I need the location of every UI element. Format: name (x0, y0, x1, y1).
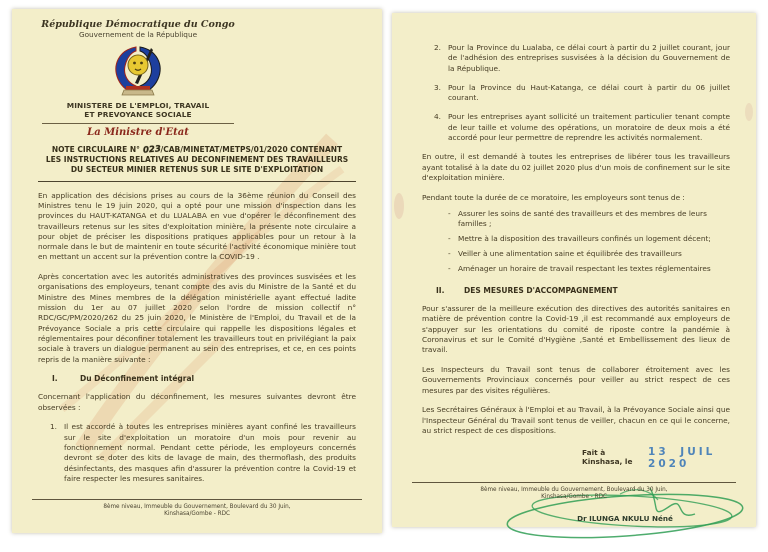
paragraph-liberation: En outre, il est demandé à toutes les entreprises de libérer tous les travailleurs ayant totalisé à la date du 02 juillet 2020 plus d'un mois de confinement sur le site d'exploitation minière. (422, 152, 730, 182)
list-item-4-text: Pour les entreprises ayant sollicité un traitement particulier tenant compte de leur taille et volume des opérations, un moratoire de deux mois a été accordé pour leur permettre de reprendre les activités normalement. (448, 112, 730, 143)
paragraph-measures-intro: Concernant l'application du déconfinement, les mesures suivantes devront être observées : (38, 392, 356, 412)
paragraph-execution: Pour s'assurer de la meilleure exécution des directives des autorités sanitaires en matière de prévention contre la Covid-19 ,il est recommandé aux employeurs de s'appuyer sur les orientations du comité de riposte contre la pandémie à Coronavirus et sur le Comité d'Hygiène ,Santé et Embellissement des lieux de travail. (422, 304, 730, 355)
title-prefix: NOTE CIRCULAIRE N° (51, 145, 143, 154)
header-divider (42, 123, 234, 124)
bullet-marker: - (448, 248, 451, 258)
section-1-numeral: I. (52, 374, 58, 384)
bullet-alimentation: - Veiller à une alimentation saine et équilibrée des travailleurs (448, 248, 682, 258)
paragraph-inspecteurs: Les Inspecteurs du Travail sont tenus de collaborer étroitement avec les Gouvernements Provinciaux concernés pour veiller au strict respect de ces mesures par des visites régulières. (422, 365, 730, 395)
list-item-4 (434, 112, 730, 143)
document-page-2 (392, 13, 756, 527)
handwritten-number: 023 (142, 144, 161, 156)
bullet-marker: - (448, 209, 451, 219)
ministry-name-line1: MINISTERE DE L'EMPLOI, TRAVAIL (66, 101, 210, 110)
list-item-1-text: Il est accordé à toutes les entreprises minières ayant confiné les travailleurs sur le site d'exploitation un moratoire d'un mois pour revenir au fonctionnement normal. Pendant cette période, les employeurs concernés devront se doter des kits de lavage de main, des thermoflash, des produits désinfectants, des masques afin d'assurer la prévention contre la Covid-19 et faire respecter les mesures sanitaires. (64, 422, 356, 483)
footer-address-line2: Kinshasa/Gombe - RDC (541, 493, 607, 500)
section-1-title: Du Déconfinement intégral (80, 374, 195, 384)
list-item-1 (50, 422, 356, 484)
page-1-footer (32, 499, 362, 518)
paragraph-moratoire: Pendant toute la durée de ce moratoire, les employeurs sont tenus de : (422, 192, 685, 202)
list-item-2-number: 2. (434, 43, 442, 52)
document-title (38, 145, 356, 182)
letterhead (38, 19, 238, 138)
ministry-name-line2: ET PREVOYANCE SOCIALE (84, 110, 192, 119)
bullet-horaire: - Aménager un horaire de travail respectant les textes réglementaires (448, 263, 711, 273)
bullet-marker: - (448, 234, 451, 244)
signatory-name: Dr ILUNGA NKULU Néné (577, 514, 673, 524)
coat-of-arms-icon (107, 43, 169, 99)
minister-title-script: La Ministre d'Etat (87, 127, 189, 138)
list-item-1-number: 1. (50, 422, 58, 432)
footer-address-line1: 8ème niveau, Immeuble du Gouvernement, Boulevard du 30 Juin, (480, 486, 668, 493)
government-line: Gouvernement de la République (78, 30, 198, 39)
document-page-1 (12, 9, 382, 533)
paragraph-concertation: Après concertation avec les autorités administratives des provinces susvisées et les organisations des employeurs, tenant compte des avis du Ministre de la Santé et du Ministre des Mines membres de la délégation ministérielle ayant effectué ladite mission du 1er au 07 juillet 2020 selon l'ordre de mission collectif n° RDC/GC/PM/2020/262 du 25 juin 2020, le Ministère de l'Emploi, du Travail et de la Prévoyance Sociale a pris cette circulaire qui rappelle les dispositions légales et réglementaires pour déconfiner totalement les travailleurs tout en privilégiant la paix sociale à travers un dialogue permanent au sein des entreprises, et ce, en ces points repris de la manière suivante : (38, 272, 356, 364)
section-2-heading (422, 286, 730, 295)
footer-address-line2: Kinshasa/Gombe - RDC (164, 510, 230, 517)
list-item-3-number: 3. (434, 82, 442, 92)
footer-address-line1: 8ème niveau, Immeuble du Gouvernement, Boulevard du 30 Juin, (103, 503, 291, 510)
section-1-heading (38, 374, 356, 383)
page-2-footer (412, 482, 736, 501)
title-suffix: /CAB/MINETAT/METPS/01/2020 CONTENANT LES INSTRUCTIONS RELATIVES AU DECONFINEMENT DES TRAVAILLEURS DU SECTEUR MINIER RETENUS SUR LE SITE D'EXPLOITATION (45, 145, 349, 175)
section-2-title: DES MESURES D'ACCOMPAGNEMENT (464, 286, 618, 296)
bullet-logement: - Mettre à la disposition des travailleurs confinés un logement décent; (448, 234, 711, 244)
paragraph-application: En application des décisions prises au cours de la 36ème réunion du Conseil des Ministres tenu le 19 juin 2020, qui a opté pour une mission d'inspection dans les provinces du HAUT-KATANGA et du LUALABA en vue d'opérer le déconfinement des travailleurs retenus sur les sites d'exploitation minière, la présente note circulaire a pour objet de préciser les dispositions pratiques applicables pour un retour à la normale dans le but de maintenir en toute sécurité l'activité économique minière tout en mettant un accent sur la prévention contre la COVID-19 . (38, 190, 356, 262)
section-2-numeral: II. (436, 286, 445, 296)
list-item-2-text: Pour la Province du Lualaba, ce délai court à partir du 2 juillet courant, jour de l'adhésion des entreprises susvisées à la décision du Gouvernement de la République. (448, 43, 730, 73)
country-name: République Démocratique du Congo (41, 19, 235, 30)
list-item-3 (434, 83, 730, 104)
date-line (582, 446, 730, 470)
bullet-marker: - (448, 263, 451, 273)
date-stamp: 13 JUIL 2020 (648, 446, 716, 471)
list-item-2 (434, 43, 730, 74)
list-item-4-number: 4. (434, 112, 442, 122)
paragraph-secretaires: Les Secrétaires Généraux à l'Emploi et au Travail, à la Prévoyance Sociale ainsi que l'Inspecteur Général du Travail sont tenus de veiller, chacun en ce qui le concerne, au strict respect de ces dispositions. (422, 405, 730, 436)
bullet-soins: - Assurer les soins de santé des travailleurs et des membres de leurs familles ; (448, 209, 707, 229)
list-item-3-text: Pour la Province du Haut-Katanga, ce délai court à partir du 06 juillet courant. (448, 82, 730, 103)
date-label: Fait à Kinshasa, le (582, 448, 633, 467)
